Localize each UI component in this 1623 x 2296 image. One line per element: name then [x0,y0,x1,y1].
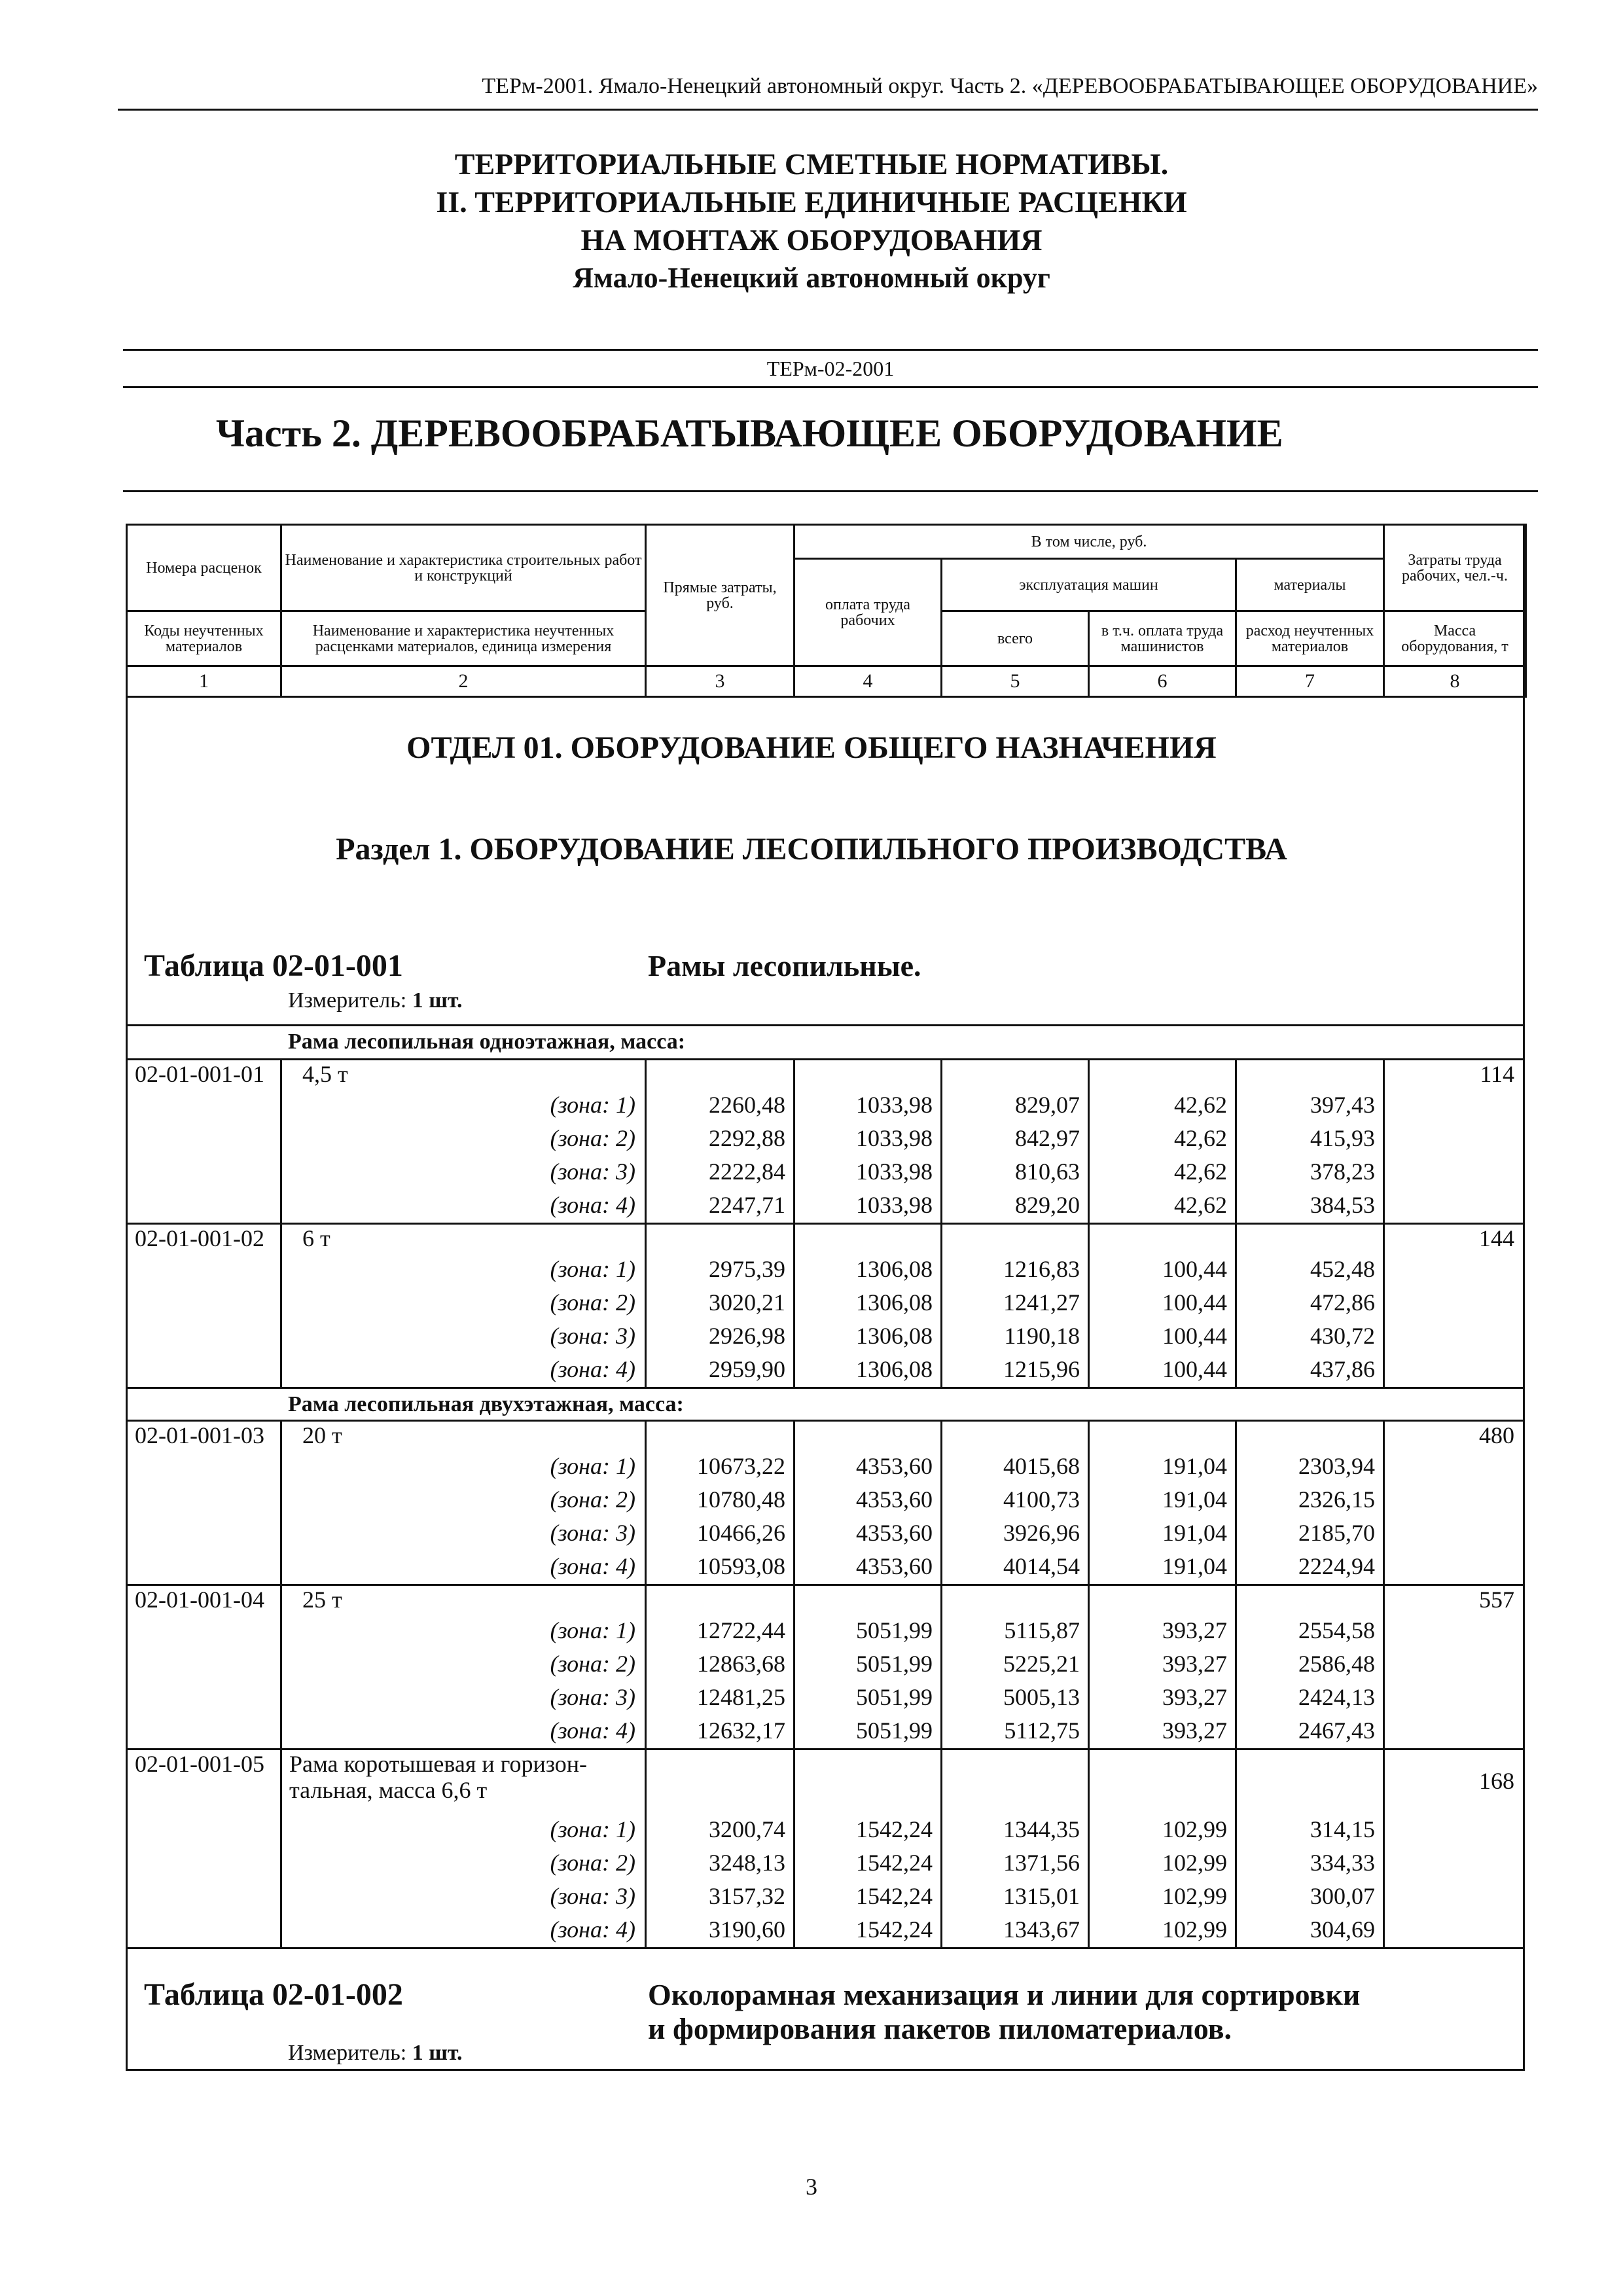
value-cell: 4353,60 [856,1486,933,1513]
value-cell: 1033,98 [856,1158,933,1185]
value-cell: 430,72 [1310,1323,1375,1349]
header-machines-total: всего [942,611,1089,666]
value-cell: 452,48 [1310,1256,1375,1282]
value-cell: 1033,98 [856,1125,933,1151]
rate-code: 02-01-001-03 [135,1422,264,1448]
row-divider [126,1223,1525,1225]
value-cell: 1216,83 [1003,1256,1080,1282]
row-divider [126,1748,1525,1750]
value-cell: 1306,08 [856,1256,933,1282]
value-cell: 3020,21 [709,1289,785,1316]
title-line-1: ТЕРРИТОРИАЛЬНЫЕ СМЕТНЫЕ НОРМАТИВЫ. [454,147,1169,181]
title-line-3: НА МОНТАЖ ОБОРУДОВАНИЯ [580,223,1043,257]
measure-unit-label: Измеритель: [288,2041,407,2065]
measure-unit-value: 1 шт. [412,988,463,1013]
row-divider [126,1387,1525,1389]
column-divider [1088,1420,1090,1584]
header-machine-operation: эксплуатация машин [942,559,1236,611]
column-divider [793,1584,795,1748]
zone-label: (зона: 4) [550,1916,635,1943]
value-cell: 102,99 [1162,1883,1227,1909]
value-cell: 10673,22 [697,1453,785,1479]
measure-unit [288,988,463,1013]
value-cell: 1371,56 [1003,1850,1080,1876]
column-divider [940,1420,942,1584]
zone-label: (зона: 3) [550,1684,635,1710]
value-cell: 1033,98 [856,1092,933,1118]
value-cell: 102,99 [1162,1816,1227,1842]
column-divider [645,1584,647,1748]
rate-name: 6 т [302,1225,330,1251]
column-divider [1235,1223,1237,1387]
value-cell: 5005,13 [1003,1684,1080,1710]
zone-label: (зона: 3) [550,1520,635,1546]
column-divider [1383,1420,1385,1584]
header-unaccounted-codes: Коды неучтенных материалов [127,611,281,666]
column-divider [940,1058,942,1223]
value-cell: 12722,44 [697,1617,785,1643]
column-number: 5 [942,666,1089,697]
column-divider [1235,1420,1237,1584]
value-cell: 2260,48 [709,1092,785,1118]
row-divider [126,1024,1525,1026]
row-divider [126,1947,1525,1949]
value-cell: 2467,43 [1298,1717,1375,1744]
column-divider [1383,1584,1385,1748]
header-work-name: Наименование и характеристика строительных работ и конструкций [281,525,646,611]
column-divider [280,1223,282,1387]
value-cell: 3248,13 [709,1850,785,1876]
labor-value: 168 [1479,1768,1514,1794]
row-divider [126,1420,1525,1422]
column-divider [645,1748,647,1947]
column-divider [1088,1748,1090,1947]
value-cell: 3190,60 [709,1916,785,1943]
table-number: Таблица 02-01-002 [144,1977,403,2012]
page-number: 3 [806,2174,817,2200]
value-cell: 10593,08 [697,1553,785,1579]
value-cell: 472,86 [1310,1289,1375,1316]
group-heading: Рама лесопильная двухэтажная, масса: [288,1392,684,1416]
value-cell: 1033,98 [856,1192,933,1218]
value-cell: 4100,73 [1003,1486,1080,1513]
value-cell: 397,43 [1310,1092,1375,1118]
value-cell: 100,44 [1162,1289,1227,1316]
value-cell: 100,44 [1162,1256,1227,1282]
value-cell: 2975,39 [709,1256,785,1282]
value-cell: 1215,96 [1003,1356,1080,1382]
column-divider [645,1223,647,1387]
value-cell: 1306,08 [856,1289,933,1316]
value-cell: 10780,48 [697,1486,785,1513]
divider [123,490,1538,492]
value-cell: 384,53 [1310,1192,1375,1218]
rate-name: Рама коротышевая и горизон- [289,1751,588,1777]
value-cell: 1306,08 [856,1323,933,1349]
header-labor-costs: Затраты труда рабочих, чел.-ч. [1384,525,1526,611]
section-heading: ОТДЕЛ 01. ОБОРУДОВАНИЕ ОБЩЕГО НАЗНАЧЕНИЯ [406,730,1217,765]
value-cell: 1343,67 [1003,1916,1080,1943]
measure-unit-label: Измеритель: [288,988,407,1013]
zone-label: (зона: 4) [550,1192,635,1218]
column-divider [793,1748,795,1947]
column-number: 3 [646,666,794,697]
zone-label: (зона: 1) [550,1617,635,1643]
rate-name: 20 т [302,1422,342,1448]
value-cell: 3926,96 [1003,1520,1080,1546]
value-cell: 393,27 [1162,1717,1227,1744]
row-divider [126,1584,1525,1586]
value-cell: 102,99 [1162,1850,1227,1876]
value-cell: 2185,70 [1298,1520,1375,1546]
rate-code: 02-01-001-01 [135,1061,264,1087]
zone-label: (зона: 3) [550,1323,635,1349]
value-cell: 102,99 [1162,1916,1227,1943]
table-name-line: и формирования пакетов пиломатериалов. [648,2012,1232,2045]
column-number: 6 [1089,666,1236,697]
value-cell: 42,62 [1174,1092,1227,1118]
labor-value: 480 [1479,1422,1514,1448]
row-divider [126,1058,1525,1060]
column-divider [1383,1223,1385,1387]
zone-label: (зона: 4) [550,1356,635,1382]
value-cell: 3157,32 [709,1883,785,1909]
value-cell: 842,97 [1015,1125,1080,1151]
value-cell: 42,62 [1174,1125,1227,1151]
value-cell: 1542,24 [856,1916,933,1943]
value-cell: 393,27 [1162,1684,1227,1710]
column-divider [1088,1058,1090,1223]
table-number: Таблица 02-01-001 [144,948,403,983]
header-materials: материалы [1236,559,1384,611]
value-cell: 1241,27 [1003,1289,1080,1316]
zone-label: (зона: 4) [550,1553,635,1579]
value-cell: 2303,94 [1298,1453,1375,1479]
value-cell: 1542,24 [856,1883,933,1909]
table-name-line: Околорамная механизация и линии для сортировки [648,1978,1361,2011]
value-cell: 2586,48 [1298,1651,1375,1677]
column-divider [645,1420,647,1584]
column-divider [1383,1058,1385,1223]
labor-value: 144 [1479,1225,1514,1251]
value-cell: 4353,60 [856,1553,933,1579]
value-cell: 829,07 [1015,1092,1080,1118]
value-cell: 5051,99 [856,1717,933,1744]
column-divider [940,1584,942,1748]
rate-code: 02-01-001-04 [135,1587,264,1613]
value-cell: 5115,87 [1004,1617,1080,1643]
value-cell: 191,04 [1162,1486,1227,1513]
value-cell: 2424,13 [1298,1684,1375,1710]
value-cell: 4353,60 [856,1520,933,1546]
column-divider [793,1420,795,1584]
table-name [648,1978,1360,2046]
value-cell: 304,69 [1310,1916,1375,1943]
zone-label: (зона: 1) [550,1092,635,1118]
header-unaccounted-name: Наименование и характеристика неучтенных расценками материалов, единица измерения [281,611,646,666]
value-cell: 100,44 [1162,1356,1227,1382]
value-cell: 2224,94 [1298,1553,1375,1579]
value-cell: 12632,17 [697,1717,785,1744]
column-divider [280,1058,282,1223]
value-cell: 4015,68 [1003,1453,1080,1479]
column-divider [1383,1748,1385,1947]
zone-label: (зона: 1) [550,1816,635,1842]
value-cell: 393,27 [1162,1651,1227,1677]
zone-label: (зона: 2) [550,1651,635,1677]
value-cell: 1542,24 [856,1850,933,1876]
document-code: ТЕРм-02-2001 [123,349,1538,388]
column-divider [940,1748,942,1947]
title-line-4: Ямало-Ненецкий автономный округ [573,262,1050,294]
column-divider [1088,1223,1090,1387]
running-header: ТЕРм-2001. Ямало-Ненецкий автономный округ. Часть 2. «ДЕРЕВООБРАБАТЫВАЮЩЕЕ ОБОРУДОВАНИЕ» [118,69,1538,111]
header-equipment-mass: Масса оборудования, т [1384,611,1526,666]
value-cell: 2247,71 [709,1192,785,1218]
rate-code: 02-01-001-05 [135,1751,264,1777]
header-including: В том числе, руб. [794,525,1384,559]
value-cell: 191,04 [1162,1453,1227,1479]
column-divider [280,1420,282,1584]
value-cell: 191,04 [1162,1553,1227,1579]
value-cell: 2292,88 [709,1125,785,1151]
value-cell: 5051,99 [856,1684,933,1710]
part-title: Часть 2. ДЕРЕВООБРАБАТЫВАЮЩЕЕ ОБОРУДОВАНИЕ [216,412,1283,455]
value-cell: 1315,01 [1003,1883,1080,1909]
header-worker-pay: оплата труда рабочих [794,559,942,666]
value-cell: 5225,21 [1003,1651,1080,1677]
column-divider [1088,1584,1090,1748]
value-cell: 100,44 [1162,1323,1227,1349]
rate-name: 25 т [302,1587,342,1613]
column-number: 7 [1236,666,1384,697]
value-cell: 810,63 [1015,1158,1080,1185]
value-cell: 5112,75 [1004,1717,1080,1744]
header-codes: Номера расценок [127,525,281,611]
value-cell: 5051,99 [856,1651,933,1677]
header-unaccounted-materials: расход неучтенных материалов [1236,611,1384,666]
value-cell: 1306,08 [856,1356,933,1382]
value-cell: 1190,18 [1004,1323,1080,1349]
measure-unit-value: 1 шт. [412,2041,463,2065]
value-cell: 829,20 [1015,1192,1080,1218]
zone-label: (зона: 2) [550,1850,635,1876]
column-divider [940,1223,942,1387]
document-title [0,145,1623,297]
value-cell: 334,33 [1310,1850,1375,1876]
zone-label: (зона: 3) [550,1883,635,1909]
value-cell: 42,62 [1174,1158,1227,1185]
column-divider [793,1058,795,1223]
column-divider [1235,1058,1237,1223]
value-cell: 12481,25 [697,1684,785,1710]
column-divider [793,1223,795,1387]
zone-label: (зона: 1) [550,1453,635,1479]
column-divider [280,1748,282,1947]
title-line-2: II. ТЕРРИТОРИАЛЬНЫЕ ЕДИНИЧНЫЕ РАСЦЕНКИ [436,185,1187,219]
value-cell: 191,04 [1162,1520,1227,1546]
value-cell: 3200,74 [709,1816,785,1842]
value-cell: 2926,98 [709,1323,785,1349]
value-cell: 12863,68 [697,1651,785,1677]
column-divider [280,1584,282,1748]
table-header [126,524,1527,698]
subsection-heading: Раздел 1. ОБОРУДОВАНИЕ ЛЕСОПИЛЬНОГО ПРОИЗВОДСТВА [336,832,1287,867]
value-cell: 5051,99 [856,1617,933,1643]
value-cell: 2554,58 [1298,1617,1375,1643]
column-divider [1235,1584,1237,1748]
value-cell: 378,23 [1310,1158,1375,1185]
zone-label: (зона: 2) [550,1289,635,1316]
zone-label: (зона: 2) [550,1125,635,1151]
column-number: 4 [794,666,942,697]
group-heading: Рама лесопильная одноэтажная, масса: [288,1030,686,1054]
value-cell: 2326,15 [1298,1486,1375,1513]
labor-value: 557 [1479,1587,1514,1613]
value-cell: 1542,24 [856,1816,933,1842]
rate-name: 4,5 т [302,1061,348,1087]
table-name: Рамы лесопильные. [648,949,921,982]
column-divider [645,1058,647,1223]
rate-code: 02-01-001-02 [135,1225,264,1251]
value-cell: 393,27 [1162,1617,1227,1643]
value-cell: 42,62 [1174,1192,1227,1218]
header-machinist-pay: в т.ч. оплата труда машинистов [1089,611,1236,666]
value-cell: 437,86 [1310,1356,1375,1382]
value-cell: 1344,35 [1003,1816,1080,1842]
rate-name: тальная, масса 6,6 т [289,1777,488,1803]
zone-label: (зона: 2) [550,1486,635,1513]
value-cell: 2222,84 [709,1158,785,1185]
column-number: 1 [127,666,281,697]
zone-label: (зона: 4) [550,1717,635,1744]
value-cell: 300,07 [1310,1883,1375,1909]
value-cell: 314,15 [1310,1816,1375,1842]
column-number: 8 [1384,666,1526,697]
measure-unit [288,2041,463,2066]
column-divider [1235,1748,1237,1947]
column-number: 2 [281,666,646,697]
value-cell: 415,93 [1310,1125,1375,1151]
labor-value: 114 [1480,1061,1514,1087]
value-cell: 2959,90 [709,1356,785,1382]
zone-label: (зона: 1) [550,1256,635,1282]
zone-label: (зона: 3) [550,1158,635,1185]
header-direct-costs: Прямые затраты, руб. [646,525,794,666]
value-cell: 4014,54 [1003,1553,1080,1579]
value-cell: 4353,60 [856,1453,933,1479]
value-cell: 10466,26 [697,1520,785,1546]
